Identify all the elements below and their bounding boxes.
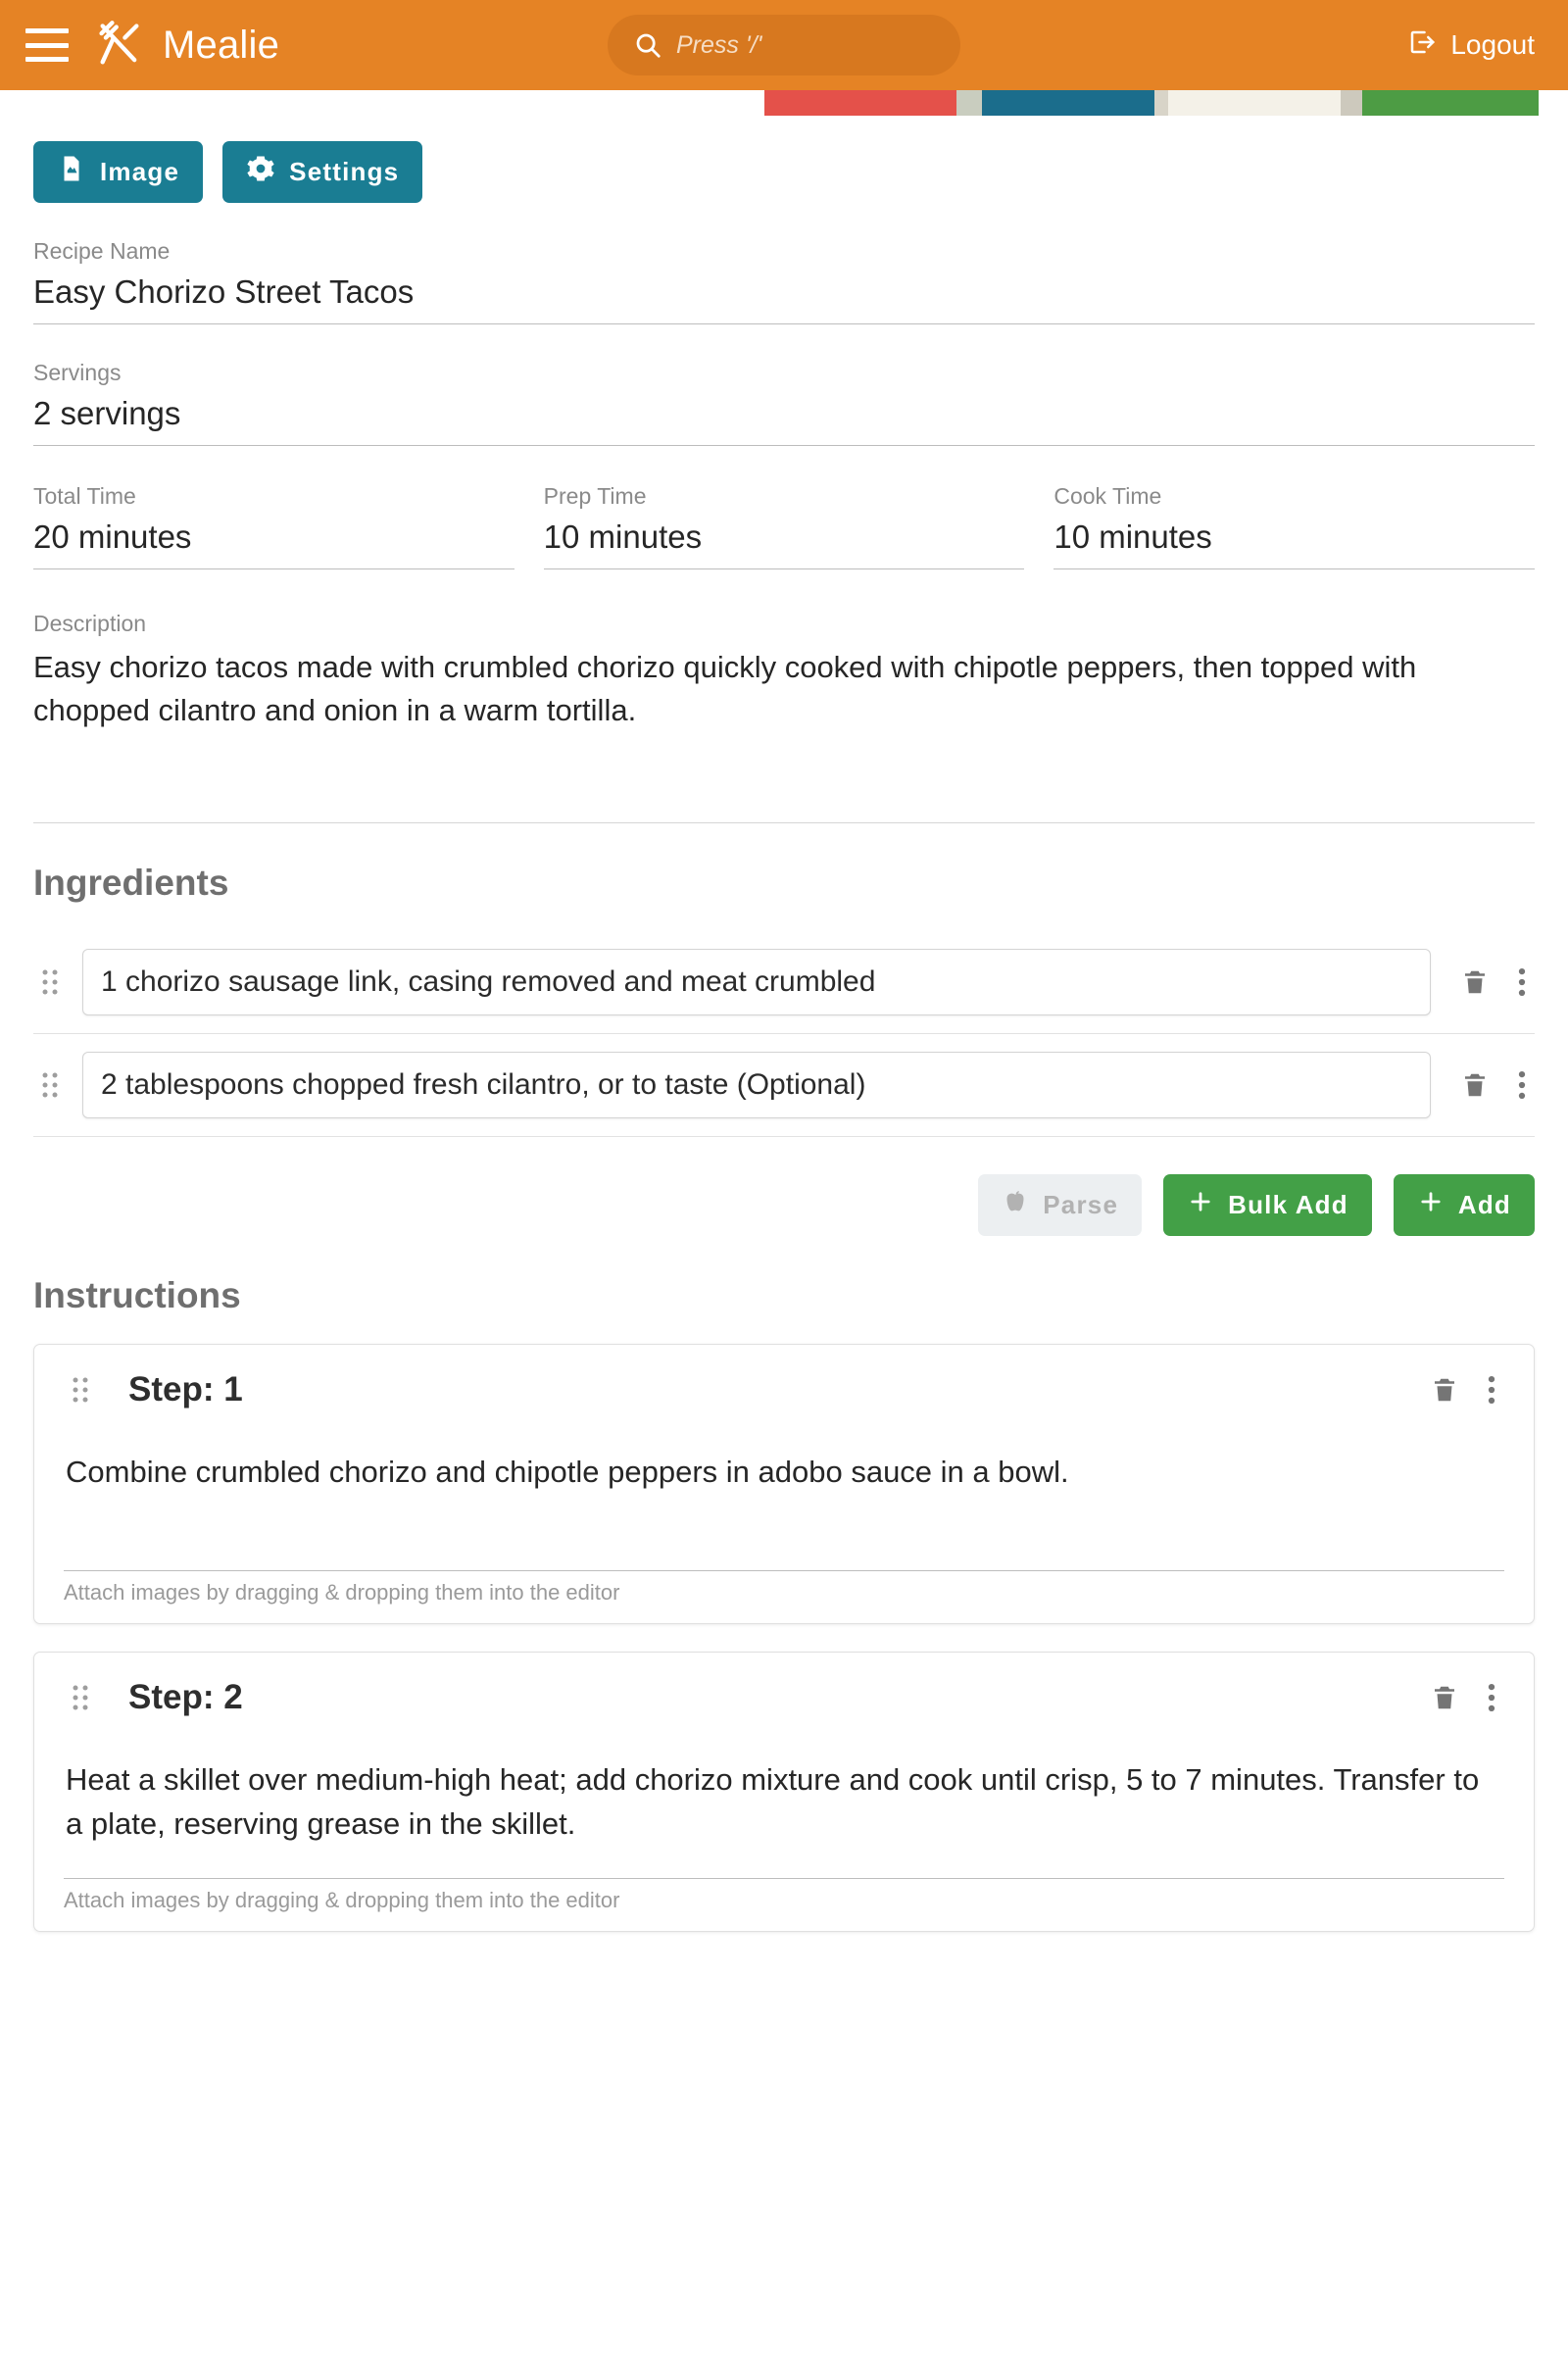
trash-icon[interactable] — [1430, 1683, 1459, 1712]
total-time-field[interactable] — [33, 483, 514, 569]
fork-knife-logo-icon — [94, 20, 145, 71]
settings-button-label: Settings — [289, 157, 400, 186]
servings-value[interactable]: 2 servings — [33, 395, 1535, 446]
ingredients-title: Ingredients — [33, 863, 229, 903]
search-placeholder: Press '/' — [676, 30, 762, 59]
more-vertical-icon[interactable] — [1517, 967, 1527, 997]
image-button-label: Image — [100, 157, 180, 186]
recipe-name-field[interactable] — [33, 238, 1535, 324]
trash-icon[interactable] — [1430, 1375, 1459, 1405]
drag-handle-icon[interactable] — [64, 1683, 97, 1712]
description-field[interactable] — [33, 611, 1535, 809]
ingredient-input[interactable]: 1 chorizo sausage link, casing removed and meat crumbled — [82, 949, 1431, 1015]
ingredient-row — [33, 1034, 1535, 1137]
ingredient-input[interactable]: 2 tablespoons chopped fresh cilantro, or to taste (Optional) — [82, 1052, 1431, 1118]
trash-icon[interactable] — [1460, 1070, 1490, 1100]
add-ingredient-button[interactable] — [1394, 1174, 1535, 1236]
instructions-title: Instructions — [33, 1275, 241, 1315]
servings-field[interactable] — [33, 360, 1535, 446]
gear-icon — [246, 154, 275, 190]
drag-handle-icon[interactable] — [33, 967, 67, 997]
step-text[interactable]: Heat a skillet over medium-high heat; add chorizo mixture and cook until crisp, 5 to 7 minutes. Transfer to a plate, reserving grease in the skillet. — [66, 1762, 1480, 1841]
step-title: Step: 1 — [128, 1370, 243, 1408]
hamburger-menu-icon[interactable] — [25, 28, 69, 62]
bulk-add-button-label: Bulk Add — [1228, 1190, 1348, 1219]
app-title: Mealie — [163, 23, 280, 67]
drag-handle-icon[interactable] — [64, 1375, 97, 1405]
total-time-label: Total Time — [33, 483, 136, 509]
plus-icon — [1187, 1188, 1214, 1222]
drag-handle-icon[interactable] — [33, 1070, 67, 1100]
recipe-name-value[interactable]: Easy Chorizo Street Tacos — [33, 273, 1535, 324]
prep-time-label: Prep Time — [543, 483, 647, 509]
cook-time-value[interactable]: 10 minutes — [1054, 519, 1535, 569]
instruction-step-card — [33, 1652, 1535, 1932]
trash-icon[interactable] — [1460, 967, 1490, 997]
recipe-header-image — [0, 90, 1568, 116]
logout-button[interactable] — [1407, 27, 1535, 64]
food-apple-icon — [1002, 1188, 1029, 1222]
more-vertical-icon[interactable] — [1487, 1375, 1496, 1405]
recipe-editor — [0, 116, 1568, 1932]
settings-button[interactable] — [222, 141, 422, 203]
cook-time-label: Cook Time — [1054, 483, 1162, 509]
parse-button[interactable] — [978, 1174, 1142, 1236]
more-vertical-icon[interactable] — [1517, 1070, 1527, 1100]
app-bar — [0, 0, 1568, 90]
cook-time-field[interactable] — [1054, 483, 1535, 569]
servings-label: Servings — [33, 360, 122, 385]
bulk-add-button[interactable] — [1163, 1174, 1372, 1236]
ingredient-row — [33, 931, 1535, 1034]
step-text[interactable]: Combine crumbled chorizo and chipotle peppers in adobo sauce in a bowl. — [66, 1455, 1069, 1489]
prep-time-field[interactable] — [544, 483, 1025, 569]
instruction-step-card — [33, 1344, 1535, 1624]
image-button[interactable] — [33, 141, 203, 203]
step-attach-hint: Attach images by dragging & dropping them into the editor — [64, 1570, 1504, 1606]
time-fields-row — [33, 483, 1535, 569]
logout-icon — [1407, 27, 1437, 64]
image-file-icon — [57, 154, 86, 190]
step-attach-hint: Attach images by dragging & dropping them into the editor — [64, 1878, 1504, 1913]
prep-time-value[interactable]: 10 minutes — [544, 519, 1025, 569]
plus-icon — [1417, 1188, 1445, 1222]
parse-button-label: Parse — [1043, 1190, 1119, 1219]
logout-label: Logout — [1450, 29, 1535, 60]
section-divider — [33, 822, 1535, 823]
ingredient-actions — [33, 1174, 1535, 1236]
editor-action-row — [33, 116, 1535, 203]
more-vertical-icon[interactable] — [1487, 1683, 1496, 1712]
recipe-name-label: Recipe Name — [33, 238, 171, 264]
step-title: Step: 2 — [128, 1678, 243, 1716]
add-ingredient-button-label: Add — [1457, 1190, 1511, 1219]
description-value[interactable]: Easy chorizo tacos made with crumbled chorizo quickly cooked with chipotle peppers, then topped with chopped cilantro and onion in a warm tortilla. — [33, 650, 1417, 728]
search-input[interactable] — [608, 15, 960, 75]
total-time-value[interactable]: 20 minutes — [33, 519, 514, 569]
description-label: Description — [33, 611, 147, 636]
search-icon — [633, 30, 662, 60]
